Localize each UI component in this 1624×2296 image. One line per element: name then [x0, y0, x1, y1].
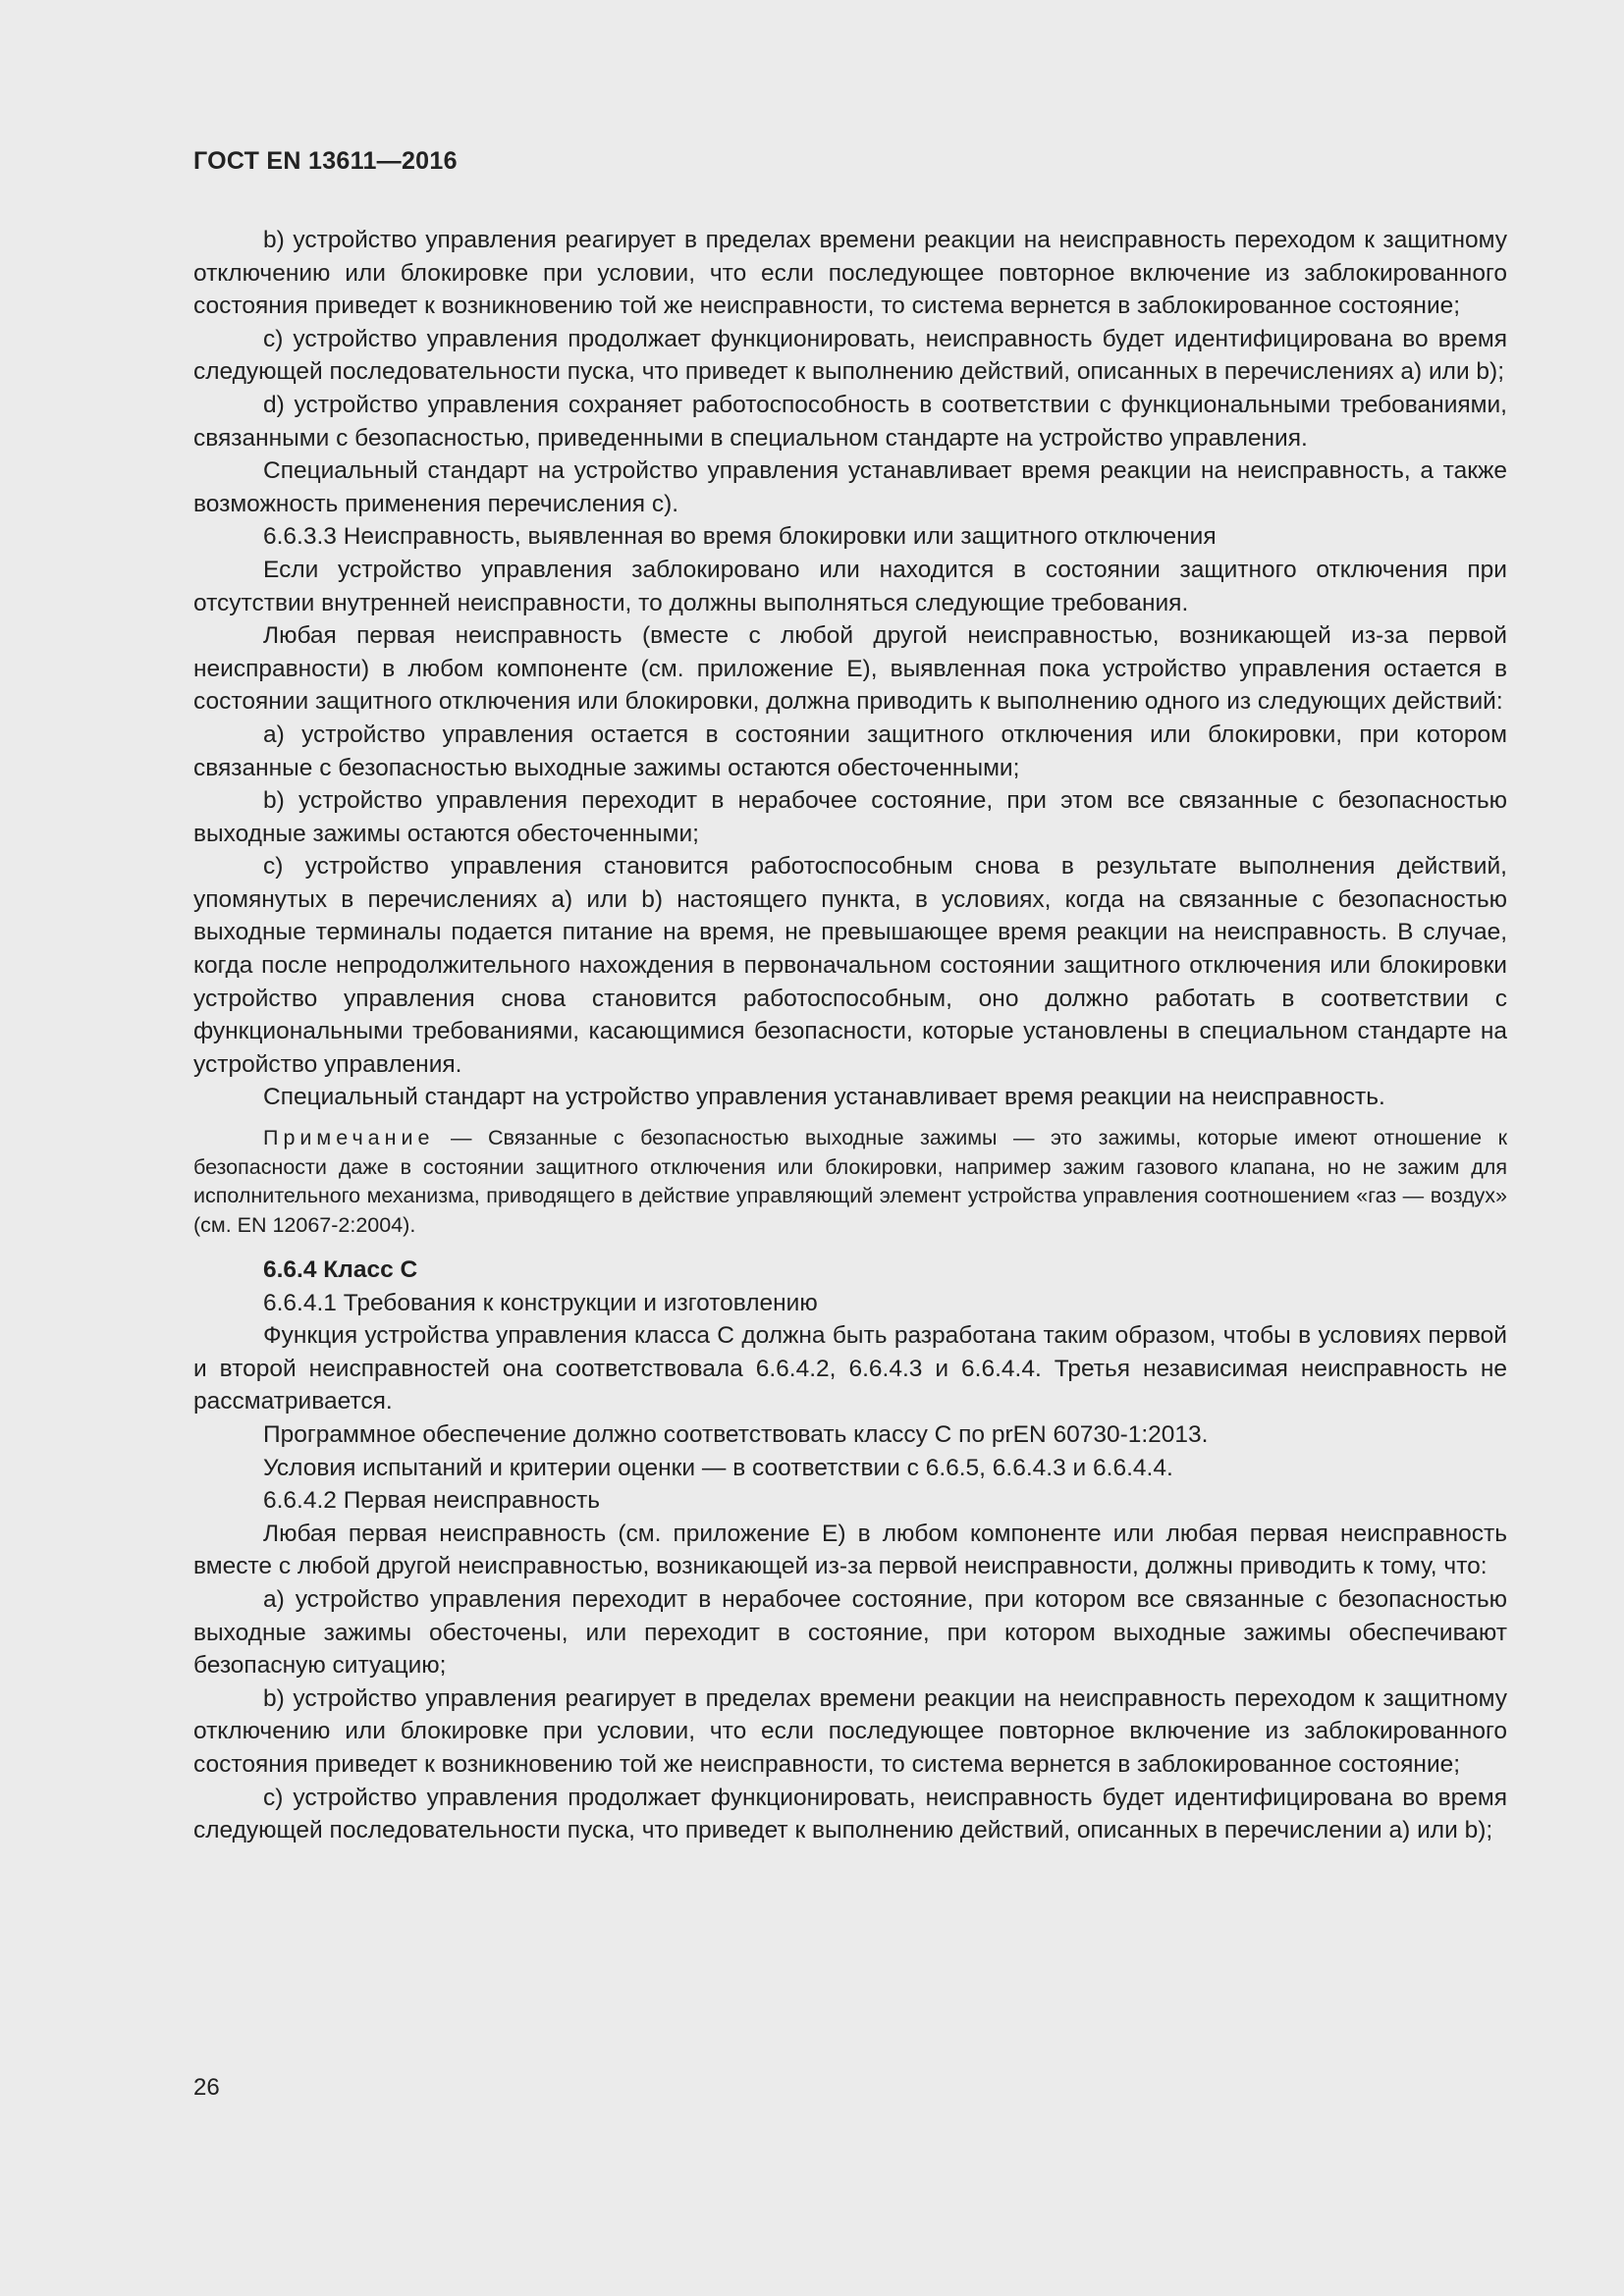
- paragraph: Специальный стандарт на устройство управления устанавливает время реакции на неисправность, а также возможность применения перечисления с).: [193, 457, 1507, 517]
- note-block: [193, 1124, 1507, 1240]
- paragraph: с) устройство управления становится работоспособным снова в результате выполнения действий, упомянутых в перечислениях а) или b) настоящего пункта, в условиях, когда на связанные с безопасностью выходные терминалы подается питание на время, не превышающее время реакции на неисправность. В случае, когда после непродолжительного нахождения в первоначальном состоянии защитного отключения или блокировки устройство управления снова становится работоспособным, оно должно работать в соответствии с функциональными требованиями, касающимися безопасности, которые установлены в специальном стандарте на устройство управления.: [193, 853, 1507, 1078]
- paragraph: а) устройство управления переходит в нерабочее состояние, при котором все связанные с безопасностью выходные зажимы обесточены, или переходит в состояние, при котором выходные зажимы обеспечивают безопасную ситуацию;: [193, 1585, 1507, 1680]
- document-header-code: ГОСТ EN 13611—2016: [193, 147, 458, 175]
- section-heading-6-6-4-2: 6.6.4.2 Первая неисправность: [263, 1487, 601, 1515]
- paragraph: Специальный стандарт на устройство управления устанавливает время реакции на неисправность.: [263, 1084, 1385, 1111]
- paragraph: d) устройство управления сохраняет работоспособность в соответствии с функциональными требованиями, связанными с безопасностью, приведенными в специальном стандарте на устройство управления.: [193, 391, 1507, 452]
- paragraph: Любая первая неисправность (вместе с любой другой неисправностью, возникающей из-за первой неисправности) в любом компоненте (см. приложение Е), выявленная пока устройство управления остается в состоянии защитного отключения или блокировки, должна приводить к выполнению одного из следующих действий:: [193, 622, 1507, 716]
- paragraph: Любая первая неисправность (см. приложение Е) в любом компоненте или любая первая неисправность вместе с любой другой неисправностью, возникающей из-за первой неисправности, должны приводить к тому, что:: [193, 1520, 1507, 1580]
- paragraph: а) устройство управления остается в состоянии защитного отключения или блокировки, при котором связанные с безопасностью выходные зажимы остаются обесточенными;: [193, 721, 1507, 781]
- page-number: 26: [193, 2074, 220, 2101]
- paragraph: с) устройство управления продолжает функционировать, неисправность будет идентифицирована во время следующей последовательности пуска, что приведет к выполнению действий, описанных в перечислении а) или b);: [193, 1784, 1507, 1844]
- paragraph: Если устройство управления заблокировано или находится в состоянии защитного отключения при отсутствии внутренней неисправности, то должны выполняться следующие требования.: [193, 556, 1507, 616]
- note-label: Примечание: [263, 1126, 435, 1150]
- paragraph: c) устройство управления продолжает функционировать, неисправность будет идентифицирована во время следующей последовательности пуска, что приведет к выполнению действий, описанных в перечислениях а) или b);: [193, 325, 1507, 386]
- paragraph: Условия испытаний и критерии оценки — в соответствии с 6.6.5, 6.6.4.3 и 6.6.4.4.: [263, 1454, 1173, 1481]
- paragraph: b) устройство управления реагирует в пределах времени реакции на неисправность переходом к защитному отключению или блокировке при условии, что если последующее повторное включение из заблокированного состояния приведет к возникновению той же неисправности, то система вернется в заблокированное состояние;: [193, 1684, 1507, 1778]
- paragraph: b) устройство управления переходит в нерабочее состояние, при этом все связанные с безопасностью выходные зажимы остаются обесточенными;: [193, 787, 1507, 847]
- document-body: [193, 224, 1507, 1847]
- paragraph: Программное обеспечение должно соответствовать классу С по prEN 60730-1:2013.: [263, 1421, 1209, 1448]
- paragraph: b) устройство управления реагирует в пределах времени реакции на неисправность переходом к защитному отключению или блокировке при условии, что если последующее повторное включение из заблокированного состояния приведет к возникновению той же неисправности, то система вернется в заблокированное состояние;: [193, 227, 1507, 320]
- section-heading-6-6-3-3: 6.6.3.3 Неисправность, выявленная во время блокировки или защитного отключения: [263, 523, 1217, 551]
- paragraph: Функция устройства управления класса С должна быть разработана таким образом, чтобы в условиях первой и второй неисправностей она соответствовала 6.6.4.2, 6.6.4.3 и 6.6.4.4. Третья независимая неисправность не рассматривается.: [193, 1322, 1507, 1415]
- note-text: — Связанные с безопасностью выходные зажимы — это зажимы, которые имеют отношение к безопасности даже в состоянии защитного отключения или блокировки, например зажим газового клапана, но не зажим для исполнительного механизма, приводящего в действие управляющий элемент устройства управления соотношением «газ — воздух» (см. EN 12067-2:2004).: [193, 1126, 1507, 1237]
- section-heading-6-6-4: 6.6.4 Класс С: [263, 1256, 418, 1284]
- section-heading-6-6-4-1: 6.6.4.1 Требования к конструкции и изготовлению: [263, 1289, 818, 1316]
